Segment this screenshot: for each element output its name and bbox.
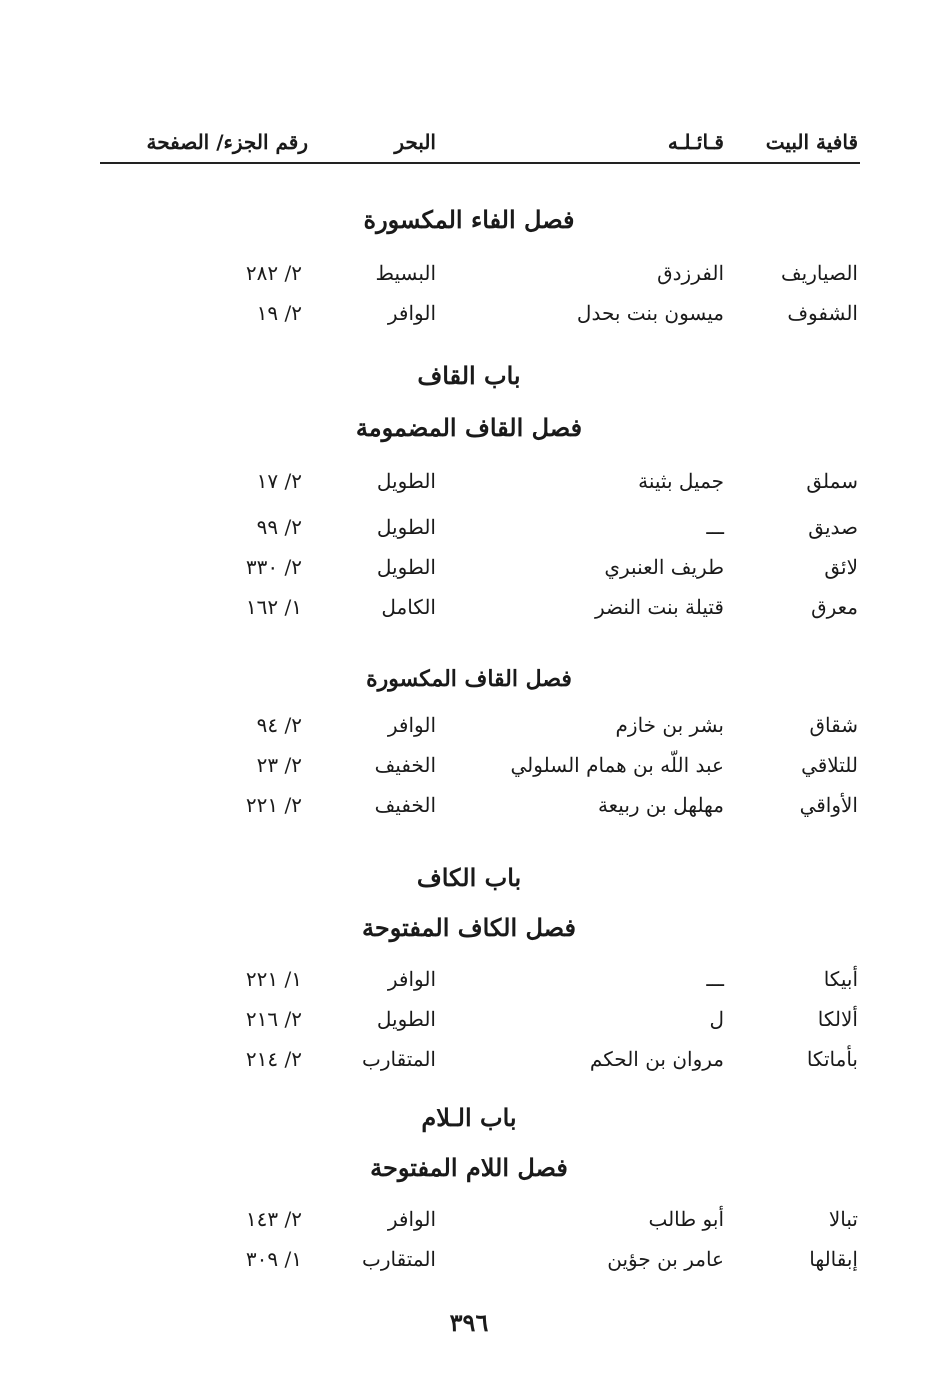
rhyme-cell: الأواقي <box>799 793 858 817</box>
ref-cell: ٢/ ٢٣ <box>256 753 302 777</box>
index-row <box>0 1004 938 1034</box>
rhyme-cell: إبقالها <box>809 1247 858 1271</box>
ref-cell: ٢/ ٩٩ <box>256 515 302 539</box>
poet-cell: عبد اللّه بن همام السلولي <box>510 753 724 777</box>
meter-cell: الطويل <box>376 469 436 493</box>
section-heading: باب الكاف <box>416 863 522 892</box>
rhyme-cell: لائق <box>824 555 858 579</box>
meter-cell: الوافر <box>387 713 436 737</box>
meter-cell: الكامل <box>381 595 436 619</box>
ref-cell: ٢/ ٩٤ <box>256 713 302 737</box>
index-row <box>0 466 938 496</box>
ref-cell: ٢/ ١٩ <box>256 301 302 325</box>
poet-cell: قتيلة بنت النضر <box>595 595 724 619</box>
rhyme-cell: صديق <box>808 515 858 539</box>
meter-cell: الوافر <box>387 301 436 325</box>
poet-cell: ـــ <box>706 515 724 539</box>
meter-cell: الخفيف <box>374 753 436 777</box>
poet-cell: طريف العنبري <box>604 555 724 579</box>
rhyme-cell: أبيكا <box>823 967 858 991</box>
poet-cell: جميل بثينة <box>638 469 724 493</box>
index-row <box>0 1044 938 1074</box>
section-heading: باب القاف <box>417 361 521 390</box>
rhyme-cell: بأماتكا <box>806 1047 858 1071</box>
ref-cell: ٢/ ٢٨٢ <box>245 261 302 285</box>
header-rhyme: قافية البيت <box>765 130 858 154</box>
index-row <box>0 552 938 582</box>
rhyme-cell: ألالكا <box>817 1007 858 1031</box>
index-row <box>0 592 938 622</box>
ref-cell: ٢/ ١٧ <box>256 469 302 493</box>
poet-cell: مهلهل بن ربيعة <box>597 793 724 817</box>
header-poet: قـائـلـه <box>667 130 724 154</box>
ref-cell: ٢/ ٢١٤ <box>245 1047 302 1071</box>
poet-cell: الفرزدق <box>657 261 724 285</box>
section-heading: فصل القاف المكسورة <box>366 666 572 692</box>
ref-cell: ٢/ ٢١٦ <box>245 1007 302 1031</box>
index-row <box>0 1204 938 1234</box>
index-row <box>0 258 938 288</box>
header-ref: رقم الجزء/ الصفحة <box>146 130 308 154</box>
poet-cell: ـــ <box>706 967 724 991</box>
index-row <box>0 1244 938 1274</box>
meter-cell: الخفيف <box>374 793 436 817</box>
poet-cell: أبو طالب <box>648 1207 724 1231</box>
index-row <box>0 512 938 542</box>
section-heading: باب الـلام <box>421 1103 517 1132</box>
ref-cell: ٢/ ٢٢١ <box>245 793 302 817</box>
meter-cell: البسيط <box>375 261 436 285</box>
index-row <box>0 964 938 994</box>
ref-cell: ١/ ٣٠٩ <box>245 1247 302 1271</box>
poet-cell: ميسون بنت بحدل <box>576 301 724 325</box>
poet-cell: بشر بن خازم <box>615 713 724 737</box>
ref-cell: ١/ ٢٢١ <box>245 967 302 991</box>
rhyme-cell: للتلاقي <box>801 753 858 777</box>
rhyme-cell: معرق <box>811 595 858 619</box>
meter-cell: الوافر <box>387 967 436 991</box>
meter-cell: الطويل <box>376 555 436 579</box>
meter-cell: المتقارب <box>362 1047 436 1071</box>
rhyme-cell: تبالا <box>828 1207 858 1231</box>
section-heading: فصل الفاء المكسورة <box>363 205 575 234</box>
poet-cell: مروان بن الحكم <box>589 1047 724 1071</box>
page-number: ٣٩٦ <box>449 1308 489 1337</box>
ref-cell: ٢/ ١٤٣ <box>245 1207 302 1231</box>
index-row <box>0 710 938 740</box>
index-row <box>0 298 938 328</box>
rhyme-cell: سملق <box>806 469 858 493</box>
meter-cell: المتقارب <box>362 1247 436 1271</box>
section-heading: فصل الكاف المفتوحة <box>362 913 576 942</box>
rhyme-cell: شقاق <box>809 713 858 737</box>
index-row <box>0 750 938 780</box>
poet-cell: ل <box>709 1007 724 1031</box>
section-heading: فصل اللام المفتوحة <box>370 1153 568 1182</box>
header-meter: البحر <box>394 130 436 154</box>
meter-cell: الوافر <box>387 1207 436 1231</box>
ref-cell: ١/ ١٦٢ <box>245 595 302 619</box>
rhyme-cell: الصياريف <box>780 261 858 285</box>
header-divider <box>100 162 860 164</box>
ref-cell: ٢/ ٣٣٠ <box>245 555 302 579</box>
meter-cell: الطويل <box>376 1007 436 1031</box>
section-heading: فصل القاف المضمومة <box>355 413 583 442</box>
meter-cell: الطويل <box>376 515 436 539</box>
index-row <box>0 790 938 820</box>
poet-cell: عامر بن جؤين <box>607 1247 724 1271</box>
rhyme-cell: الشفوف <box>787 301 858 325</box>
